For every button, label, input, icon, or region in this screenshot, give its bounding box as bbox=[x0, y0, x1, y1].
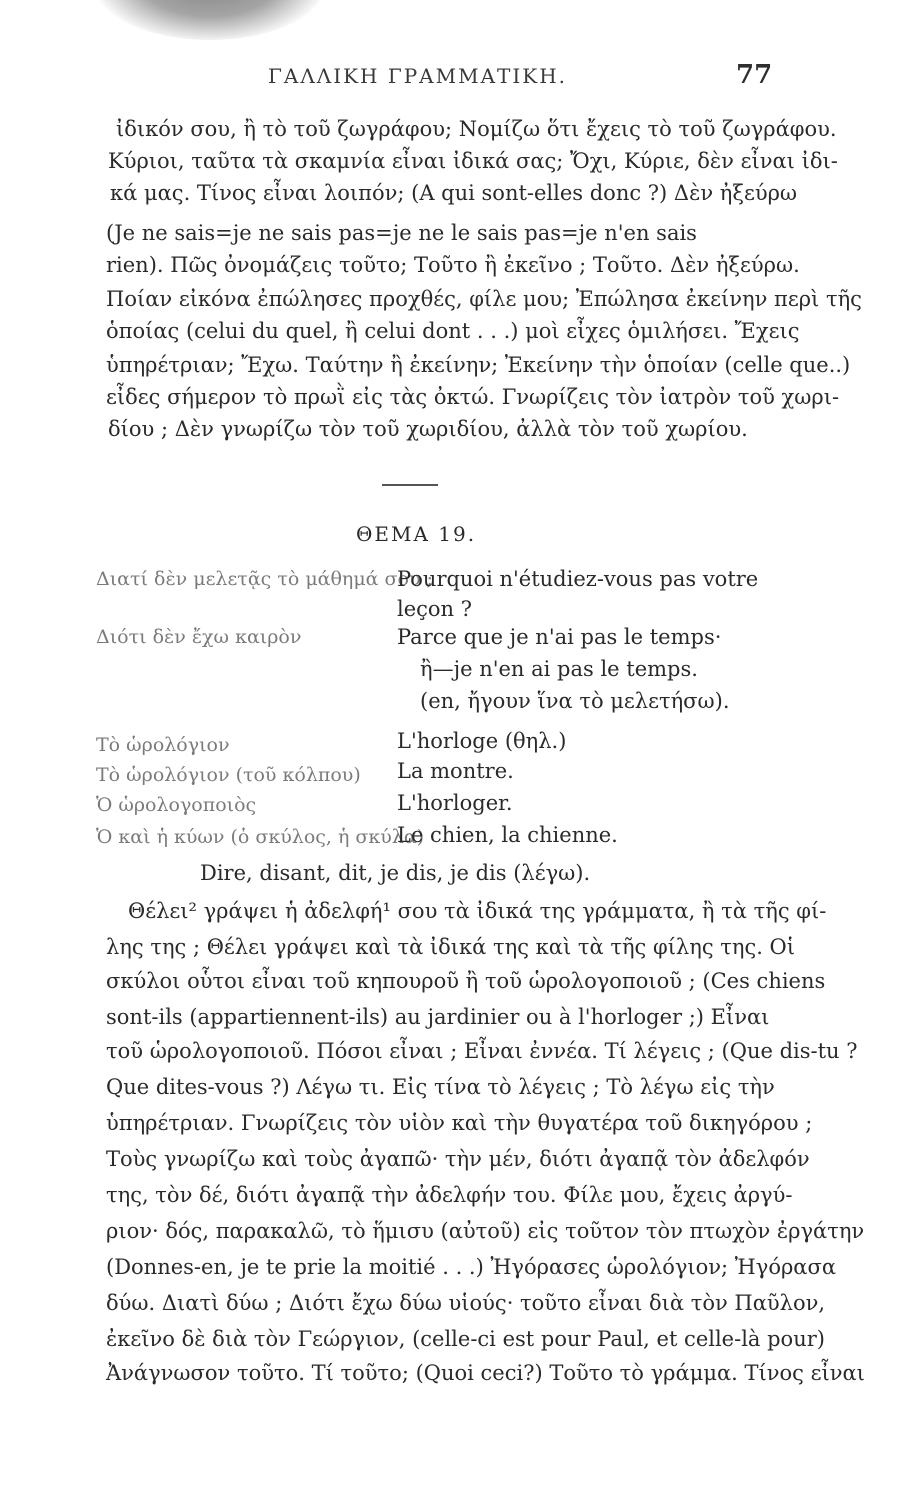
vocab-french: Le chien, la chienne. bbox=[397, 823, 618, 847]
text-line: λης της ; Θέλει γράψει καὶ τὰ ἰδικά της καὶ τὰ τῆς φίλης της. Οἱ bbox=[106, 935, 796, 959]
vocab-greek: Τὸ ὡρολόγιον bbox=[96, 734, 230, 756]
vocab-french: L'horloger. bbox=[397, 791, 513, 815]
vocab-french: Pourquoi n'étudiez-vous pas votre bbox=[397, 567, 759, 591]
text-line: σκύλοι οὗτοι εἶναι τοῦ κηπουροῦ ἢ τοῦ ὡρολογοποιοῦ ; (Ces chiens bbox=[106, 969, 826, 993]
page-number: 77 bbox=[736, 60, 773, 90]
running-title: ΓΑΛΛΙΚΗ ΓΡΑΜΜΑΤΙΚΗ. bbox=[268, 64, 568, 88]
text-line: Ποίαν εἰκόνα ἐπώλησες προχθές, φίλε μου; Ἐπώλησα ἐκείνην περὶ τῆς bbox=[106, 287, 862, 311]
text-line: ὑπηρέτριαν; Ἔχω. Ταύτην ἢ ἐκείνην; Ἐκείνην τὴν ὁποίαν (celle que..) bbox=[106, 353, 851, 377]
text-line: Ἀνάγνωσον τοῦτο. Τί τοῦτο; (Quoi ceci?) Τοῦτο τὸ γράμμα. Τίνος εἶναι bbox=[106, 1361, 865, 1385]
text-line: ἐκεῖνο δὲ διὰ τὸν Γεώργιον, (celle-ci est pour Paul, et celle-là pour) bbox=[106, 1327, 825, 1351]
verb-conjugation-line: Dire, disant, dit, je dis, je dis (λέγω). bbox=[200, 861, 591, 885]
text-line: sont-ils (appartiennent-ils) au jardinier ou à l'horloger ;) Εἶναι bbox=[106, 1005, 770, 1029]
vocab-french: (en, ἤγουν ἵνα τὸ μελετήσω). bbox=[420, 689, 730, 713]
section-divider bbox=[382, 484, 438, 486]
page-header bbox=[0, 60, 917, 100]
vocab-greek: Ὁ ὡρολογοποιὸς bbox=[96, 794, 257, 816]
vocab-greek: Διότι δὲν ἔχω καιρὸν bbox=[96, 626, 302, 648]
vocab-french: ἢ—je n'en ai pas le temps. bbox=[420, 657, 698, 681]
vocab-greek: Διατί δὲν μελετᾷς τὸ μάθημά σου ; bbox=[96, 568, 433, 590]
text-line: δύω. Διατὶ δύω ; Διότι ἔχω δύω υἱούς· τοῦτο εἶναι διὰ τὸν Παῦλον, bbox=[106, 1291, 826, 1315]
vocab-greek: Ὁ καὶ ἡ κύων (ὁ σκύλος, ἡ σκύλα) bbox=[96, 826, 425, 848]
theme-heading: ΘΕΜΑ 19. bbox=[356, 522, 477, 546]
text-line: ἰδικόν σου, ἢ τὸ τοῦ ζωγράφου; Νομίζω ὅτι ἔχεις τὸ τοῦ ζωγράφου. bbox=[116, 117, 837, 141]
text-line: ριον· δός, παρακαλῶ, τὸ ἥμισυ (αὐτοῦ) εἰς τοῦτον τὸν πτωχὸν ἐργάτην bbox=[106, 1219, 865, 1243]
text-line: Θέλει² γράψει ἡ ἀδελφή¹ σου τὰ ἰδικά της γράμματα, ἢ τὰ τῆς φί- bbox=[128, 899, 827, 923]
text-line: ὁποίας (celui du quel, ἢ celui dont . . .) μοὶ εἶχες ὁμιλήσει. Ἔχεις bbox=[106, 319, 800, 343]
vocab-french: L'horloge (θηλ.) bbox=[397, 729, 567, 753]
text-line: δίου ; Δὲν γνωρίζω τὸν τοῦ χωριδίου, ἀλλὰ τὸν τοῦ χωρίου. bbox=[108, 417, 748, 441]
scan-smudge bbox=[95, 0, 325, 40]
text-line: rien). Πῶς ὀνομάζεις τοῦτο; Τοῦτο ἢ ἐκεῖνο ; Τοῦτο. Δὲν ἠξεύρω. bbox=[106, 253, 800, 277]
text-line: Que dites-vous ?) Λέγω τι. Εἰς τίνα τὸ λέγεις ; Τὸ λέγω εἰς τὴν bbox=[106, 1075, 775, 1099]
text-line: Κύριοι, ταῦτα τὰ σκαμνία εἶναι ἰδικά σας; Ὄχι, Κύριε, δὲν εἶναι ἰδι- bbox=[108, 149, 838, 173]
vocab-greek: Τὸ ὡρολόγιον (τοῦ κόλπου) bbox=[96, 764, 361, 786]
text-line: (Je ne sais=je ne sais pas=je ne le sais pas=je n'en sais bbox=[106, 221, 697, 245]
vocab-french: La montre. bbox=[397, 759, 514, 783]
text-line: ὑπηρέτριαν. Γνωρίζεις τὸν υἱὸν καὶ τὴν θυγατέρα τοῦ δικηγόρου ; bbox=[106, 1111, 813, 1135]
text-line: (Donnes-en, je te prie la moitié . . .) Ἠγόρασες ὡρολόγιον; Ἠγόρασα bbox=[106, 1255, 837, 1279]
text-line: της, τὸν δέ, διότι ἀγαπᾷ τὴν ἀδελφήν του. Φίλε μου, ἔχεις ἀργύ- bbox=[106, 1183, 793, 1207]
text-line: κά μας. Τίνος εἶναι λοιπόν; (A qui sont-elles donc ?) Δὲν ἠξεύρω bbox=[110, 181, 798, 205]
text-line: τοῦ ὡρολογοποιοῦ. Πόσοι εἶναι ; Εἶναι ἐννέα. Τί λέγεις ; (Que dis-tu ? bbox=[106, 1039, 858, 1063]
text-line: εἶδες σήμερον τὸ πρωῒ εἰς τὰς ὀκτώ. Γνωρίζεις τὸν ἰατρὸν τοῦ χωρι- bbox=[106, 385, 840, 409]
vocab-french: leçon ? bbox=[397, 597, 473, 621]
text-line: Τοὺς γνωρίζω καὶ τοὺς ἀγαπῶ· τὴν μέν, διότι ἀγαπᾷ τὸν ἀδελφόν bbox=[106, 1147, 810, 1171]
vocab-french: Parce que je n'ai pas le temps· bbox=[397, 625, 722, 649]
